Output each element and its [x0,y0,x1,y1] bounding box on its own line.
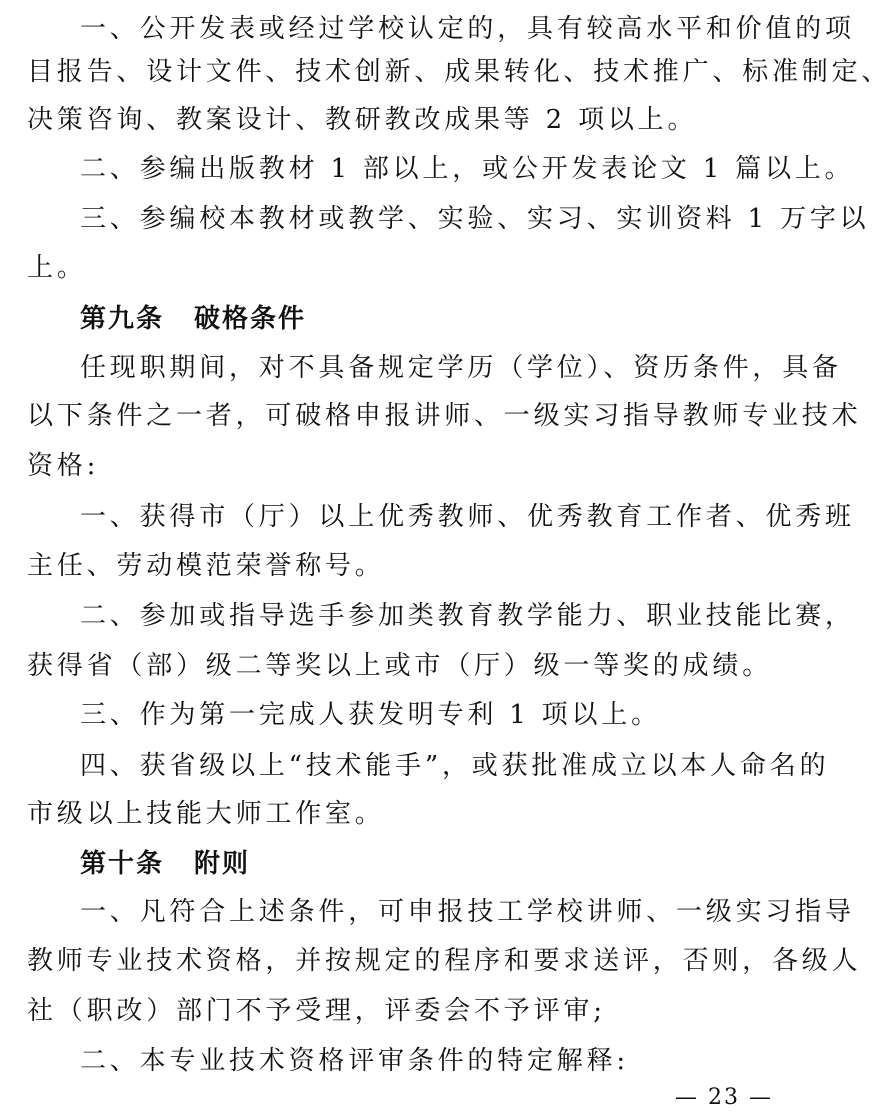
paragraph-line: 一、公开发表或经过学校认定的，具有较高水平和价值的项 [80,14,855,44]
paragraph-line: 社（职改）部门不予受理，评委会不予评审; [27,996,606,1026]
paragraph-line: 二、参编出版教材 1 部以上，或公开发表论文 1 篇以上。 [80,154,855,184]
paragraph-line: 一、凡符合上述条件，可申报技工学校讲师、一级实习指导 [80,897,855,927]
article-heading [80,294,780,344]
paragraph-line: 二、本专业技术资格评审条件的特定解释: [80,1046,629,1076]
paragraph-line: 资格: [27,451,100,481]
paragraph-line: 三、作为第一完成人获发明专利 1 项以上。 [80,700,661,730]
paragraph-line: 二、参加或指导选手参加类教育教学能力、职业技能比赛， [80,601,855,631]
paragraph-line: 决策咨询、教案设计、教研教改成果等 2 项以上。 [27,105,698,135]
article-number: 第十条 [80,849,165,879]
article-number: 第九条 [80,304,165,334]
article-heading [80,839,780,889]
page-number: — 23 — [675,1085,773,1110]
paragraph-line: 以下条件之一者，可破格申报讲师、一级实习指导教师专业技术 [27,401,862,431]
paragraph-line: 教师专业技术资格，并按规定的程序和要求送评，否则，各级人 [27,946,862,976]
paragraph-line: 主任、劳动模范荣誉称号。 [27,551,385,581]
paragraph-line: 一、获得市（厅）以上优秀教师、优秀教育工作者、优秀班 [80,502,855,532]
paragraph-line: 目报告、设计文件、技术创新、成果转化、技术推广、标准制定、 [27,57,891,87]
paragraph-line: 四、获省级以上“技术能手”，或获批准成立以本人命名的 [80,751,830,781]
paragraph-line: 市级以上技能大师工作室。 [27,799,385,829]
paragraph-line: 上。 [27,253,87,283]
paragraph-line: 获得省（部）级二等奖以上或市（厅）级一等奖的成绩。 [27,651,773,681]
paragraph-line: 任现职期间，对不具备规定学历（学位）、资历条件，具备 [80,353,842,383]
article-title: 附则 [194,849,251,879]
article-title: 破格条件 [194,304,307,334]
paragraph-line: 三、参编校本教材或教学、实验、实习、实训资料 1 万字以 [80,204,870,234]
